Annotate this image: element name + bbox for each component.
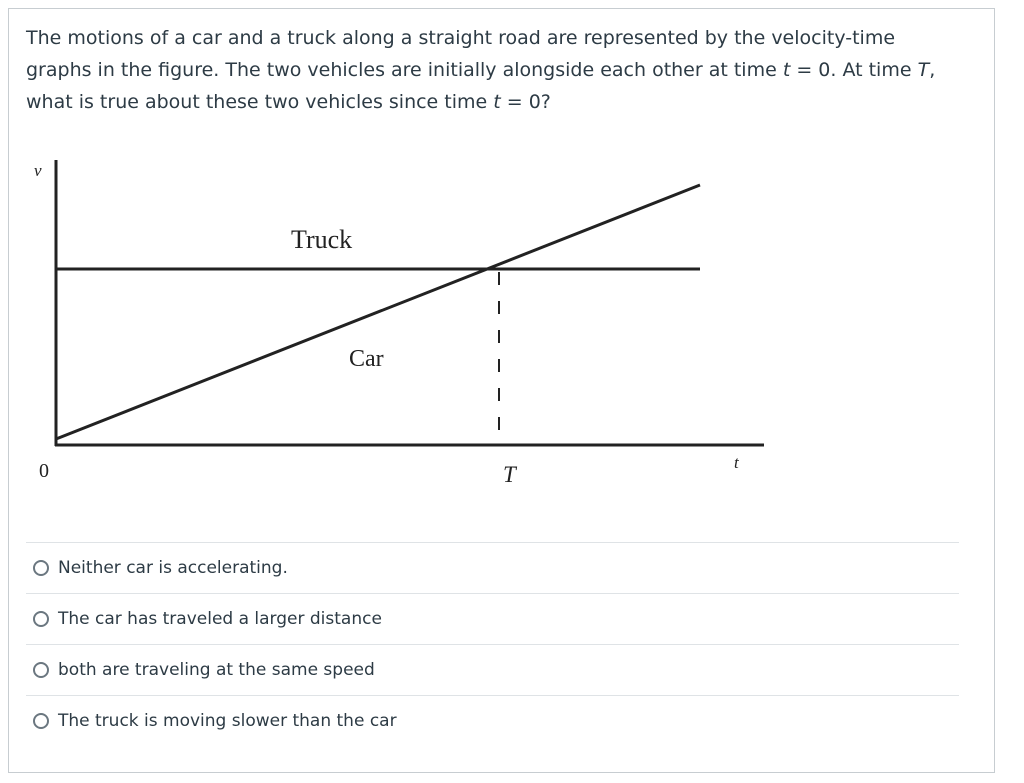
car-line <box>56 185 700 439</box>
answer-label: both are traveling at the same speed <box>58 660 375 680</box>
truck-label: Truck <box>291 225 353 254</box>
radio-button-icon[interactable] <box>33 662 49 678</box>
radio-button-icon[interactable] <box>33 713 49 729</box>
origin-label: 0 <box>39 460 49 482</box>
answer-option-3[interactable] <box>26 644 959 695</box>
answer-label: The truck is moving slower than the car <box>58 711 397 731</box>
radio-button-icon[interactable] <box>33 560 49 576</box>
answer-label: The car has traveled a larger distance <box>58 609 382 629</box>
x-axis-label: t <box>734 453 739 472</box>
question-var-t-2: t <box>493 91 501 113</box>
car-label: Car <box>349 346 384 372</box>
question-part-4: = 0? <box>500 91 551 113</box>
question-var-t: t <box>782 59 791 81</box>
T-label: T <box>503 462 516 487</box>
radio-button-icon[interactable] <box>33 611 49 627</box>
answer-option-1[interactable] <box>26 542 959 593</box>
answer-label: Neither car is accelerating. <box>58 558 288 578</box>
question-part-3: , what is true about these two vehicles since time <box>26 59 936 113</box>
question-part-2: = 0. At time <box>790 59 918 81</box>
answer-option-4[interactable] <box>26 695 959 746</box>
answer-list <box>26 542 959 746</box>
y-axis-label: v <box>34 161 42 180</box>
question-part-1: The motions of a car and a truck along a straight road are represented by the velocity-time graphs in the figure. The two vehicles are initially alongside each other at time <box>26 27 896 81</box>
question-var-T: T <box>917 59 930 81</box>
answer-option-2[interactable] <box>26 593 959 644</box>
